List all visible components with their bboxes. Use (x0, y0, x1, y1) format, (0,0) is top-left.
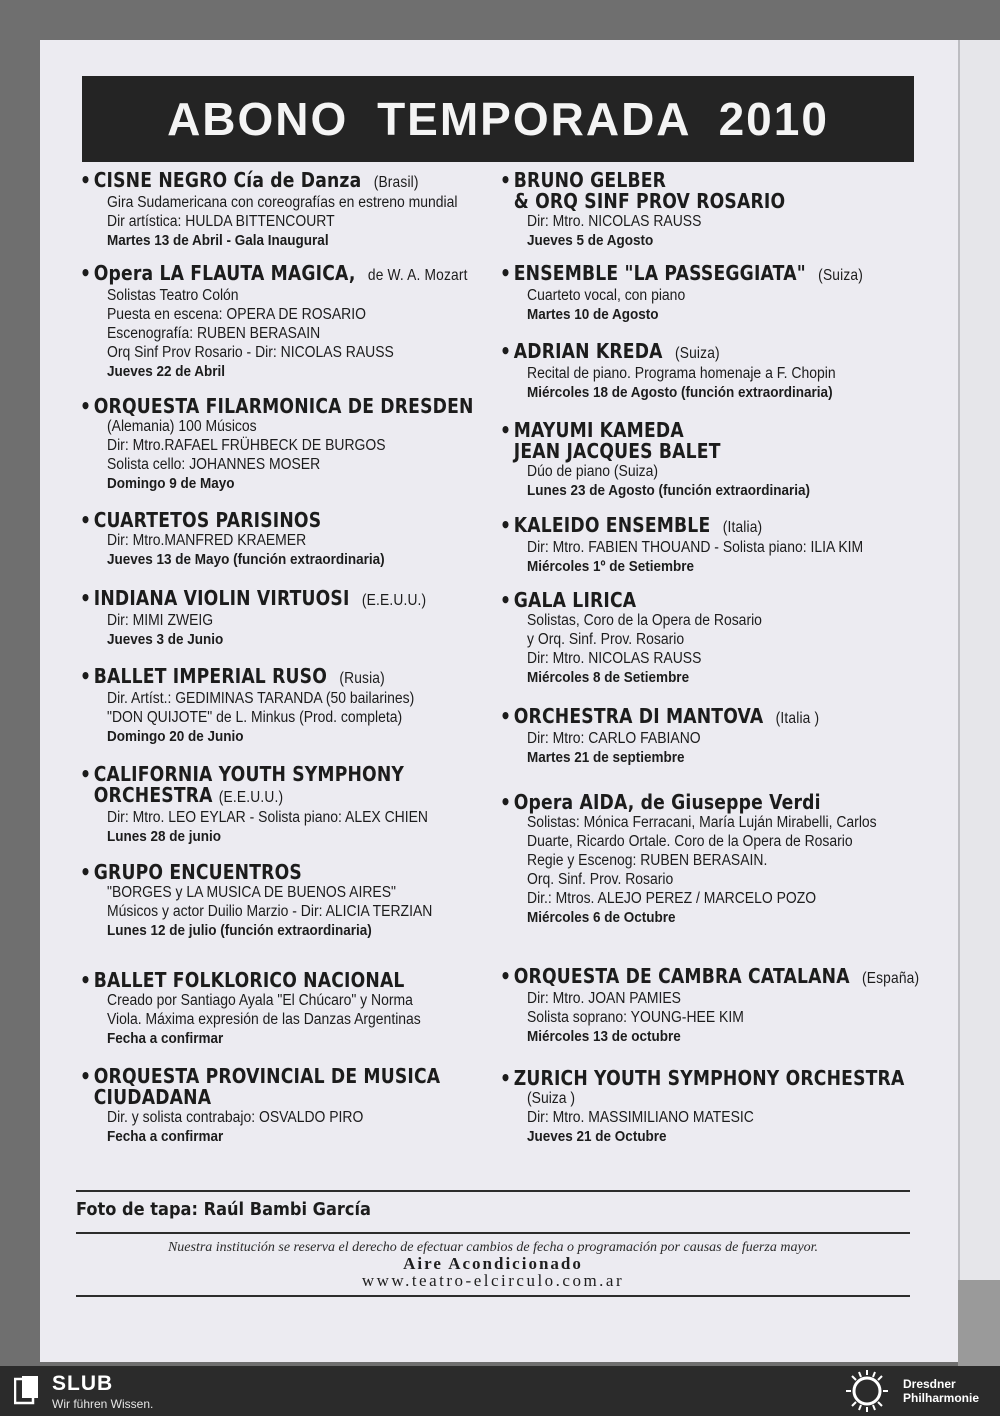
event-title-row-2 (80, 785, 438, 808)
event-detail-line: Cuarteto vocal, con piano (527, 287, 686, 304)
event-origin: (Suiza) (818, 267, 863, 284)
dresdner-philharmonie-logo-icon (840, 1368, 894, 1414)
event-title-row-2 (500, 191, 861, 212)
bullet-dot-icon: • (80, 261, 92, 285)
header-banner (82, 76, 914, 162)
event-detail-line: Dúo de piano (Suiza) (527, 463, 659, 480)
event-title: ORQUESTA FILARMONICA DE DRESDEN (93, 394, 474, 418)
event-details (80, 531, 454, 569)
event-detail-line: Escenografía: RUBEN BERASAIN (107, 325, 321, 342)
partner-name-line2: Philharmonie (903, 1391, 980, 1405)
bullet-dot-icon: • (500, 339, 512, 363)
event-title-row (500, 263, 861, 286)
bullet-dot-icon: • (80, 762, 92, 786)
event-detail-line: Solista cello: JOHANNES MOSER (107, 456, 321, 473)
bullet-dot-icon: • (80, 508, 92, 532)
event-date: Miércoles 1º de Setiembre (527, 558, 695, 575)
event-title-continued: & ORQ SINF PROV ROSARIO (513, 189, 786, 213)
event-title: ORQUESTA PROVINCIAL DE MUSICA (93, 1064, 441, 1088)
bullet-dot-icon: • (80, 860, 92, 884)
event-detail-line: Músicos y actor Duilio Marzio - Dir: ALICIA TERZIAN (107, 903, 433, 920)
event-detail-line: Duarte, Ricardo Ortale. Coro de la Opera de Rosario (527, 833, 853, 850)
event-detail-line: Dir. Artíst.: GEDIMINAS TARANDA (50 bailarines) (107, 690, 415, 707)
page-shadow (958, 1280, 1000, 1366)
event-detail-line: Solistas: Mónica Ferracani, María Luján Mirabelli, Carlos (527, 814, 877, 831)
event-origin: (Rusia) (339, 670, 385, 687)
event-date: Martes 13 de Abril - Gala Inaugural (107, 232, 329, 249)
footer-divider (76, 1190, 910, 1192)
event-item (80, 170, 496, 250)
event-details (500, 462, 878, 500)
event-title: Opera AIDA, de Giuseppe Verdi (513, 790, 821, 814)
event-title-row (500, 1066, 905, 1090)
website-url: www.teatro-elcirculo.com.ar (361, 1271, 625, 1290)
event-date: Martes 10 de Agosto (527, 306, 659, 323)
air-conditioning-note: Aire Acondicionado (403, 1254, 583, 1273)
event-date: Miércoles 6 de Octubre (527, 909, 676, 926)
bullet-dot-icon: • (80, 394, 92, 418)
event-date: Miércoles 13 de octubre (527, 1028, 681, 1045)
bullet-dot-icon: • (500, 168, 512, 192)
event-detail-line: Puesta en escena: OPERA DE ROSARIO (107, 306, 366, 323)
event-title: GRUPO ENCUENTROS (93, 860, 302, 884)
event-detail-line: (Alemania) 100 Músicos (107, 418, 257, 435)
partner-name-line1: Dresdner (903, 1377, 956, 1391)
event-details (500, 813, 878, 927)
disclaimer-text: Nuestra institución se reserva el derecho de efectuar cambios de fecha o programación por causas de fuerza mayor. (167, 1240, 819, 1255)
event-details (80, 611, 454, 649)
event-detail-line: Dir artística: HULDA BITTENCOURT (107, 213, 335, 230)
event-details (80, 286, 454, 381)
event-detail-line: Dir: Mtro. NICOLAS RAUSS (527, 213, 702, 230)
event-details (500, 989, 878, 1046)
bullet-dot-icon: • (500, 704, 512, 728)
event-detail-line: Regie y Escenog: RUBEN BERASAIN. (527, 852, 768, 869)
event-item (80, 263, 496, 381)
event-title: Opera LA FLAUTA MAGICA, (93, 261, 356, 285)
event-detail-line: Dir: Mtro. NICOLAS RAUSS (527, 650, 702, 667)
event-title: GALA LIRICA (513, 588, 637, 612)
slub-name: SLUB (52, 1372, 114, 1395)
event-date: Domingo 20 de Junio (107, 728, 244, 745)
event-title-row (80, 764, 438, 785)
event-details (500, 611, 878, 687)
event-title-row (80, 1064, 441, 1088)
event-detail-line: Dir: Mtro.MANFRED KRAEMER (107, 532, 307, 549)
event-title-row (500, 706, 861, 729)
event-detail-line: "BORGES y LA MUSICA DE BUENOS AIRES" (107, 884, 396, 901)
event-details (80, 689, 454, 746)
event-date: Jueves 21 de Octubre (527, 1128, 667, 1145)
event-title: BALLET IMPERIAL RUSO (93, 664, 328, 688)
event-title-row-2 (80, 1087, 438, 1108)
event-item (500, 792, 920, 927)
event-item (500, 515, 920, 576)
slub-tagline: Wir führen Wissen. (52, 1397, 154, 1411)
event-title-row-2 (500, 441, 861, 462)
event-date: Martes 21 de septiembre (527, 749, 685, 766)
event-details (80, 883, 454, 940)
event-detail-line: Dir. y solista contrabajo: OSVALDO PIRO (107, 1109, 364, 1126)
event-detail-line: Creado por Santiago Ayala "El Chúcaro" y Norma (107, 992, 413, 1009)
event-item (500, 170, 920, 250)
event-details (500, 729, 878, 767)
event-item (80, 510, 496, 569)
event-title-row (80, 862, 438, 883)
viewer-bottom-bar (0, 1366, 1000, 1416)
bullet-dot-icon: • (80, 168, 92, 192)
event-detail-line: Orq Sinf Prov Rosario - Dir: NICOLAS RAUSS (107, 344, 394, 361)
event-details (500, 538, 878, 576)
footer-divider (76, 1232, 910, 1234)
event-title-row (80, 170, 438, 193)
event-title: BRUNO GELBER (513, 168, 667, 192)
event-detail-line: y Orq. Sinf. Prov. Rosario (527, 631, 685, 648)
adjacent-page-edge (958, 40, 1000, 1366)
event-date: Miércoles 8 de Setiembre (527, 669, 690, 686)
event-detail-line: Dir: Mtro. MASSIMILIANO MATESIC (527, 1109, 754, 1126)
event-detail-line: (Suiza ) (527, 1090, 576, 1107)
event-origin: (E.E.U.U.) (361, 592, 427, 609)
event-detail-line: Dir: Mtro. JOAN PAMIES (527, 990, 681, 1007)
event-details (80, 1108, 454, 1146)
event-title: ENSEMBLE "LA PASSEGGIATA" (513, 261, 806, 285)
event-origin: (España) (862, 970, 920, 987)
event-details (80, 991, 454, 1048)
event-date: Fecha a confirmar (107, 1128, 224, 1145)
event-detail-line: Dir: Mtro.RAFAEL FRÜHBECK DE BURGOS (107, 437, 386, 454)
event-title-row (80, 394, 474, 418)
event-title-row (80, 970, 438, 991)
bullet-dot-icon: • (80, 664, 92, 688)
event-date: Jueves 3 de Junio (107, 631, 224, 648)
event-title-row (80, 510, 438, 531)
event-details (500, 286, 878, 324)
event-origin: (Suiza) (674, 345, 720, 362)
event-detail-line: Dir.: Mtros. ALEJO PEREZ / MARCELO POZO (527, 890, 817, 907)
event-detail-line: Dir: Mtro: CARLO FABIANO (527, 730, 701, 747)
bullet-dot-icon: • (80, 968, 92, 992)
event-detail-line: Dir: Mtro. FABIEN THOUAND - Solista piano: ILIA KIM (527, 539, 864, 556)
event-title-row (500, 515, 861, 538)
event-title: ORCHESTRA DI MANTOVA (513, 704, 764, 728)
event-title-row (500, 964, 920, 989)
bullet-dot-icon: • (500, 418, 512, 442)
bullet-dot-icon: • (500, 588, 512, 612)
event-item (80, 396, 496, 493)
event-title-continued: CIUDADANA (93, 1085, 212, 1109)
event-title-row (500, 170, 861, 191)
event-date: Lunes 12 de julio (función extraordinaria) (107, 922, 372, 939)
event-item (500, 420, 920, 500)
event-item (500, 966, 920, 1046)
event-title: CUARTETOS PARISINOS (93, 508, 322, 532)
event-item (500, 341, 920, 402)
event-details (500, 212, 878, 250)
event-item (80, 666, 496, 746)
event-date: Jueves 5 de Agosto (527, 232, 654, 249)
event-date: Miércoles 18 de Agosto (función extraordinaria) (527, 384, 833, 401)
event-item (500, 706, 920, 767)
event-date: Lunes 23 de Agosto (función extraordinaria) (527, 482, 811, 499)
event-title: ZURICH YOUTH SYMPHONY ORCHESTRA (513, 1066, 905, 1090)
bullet-dot-icon: • (500, 790, 512, 814)
event-title-row (80, 666, 438, 689)
event-details (80, 808, 454, 846)
event-title-row (500, 420, 861, 441)
event-item (500, 590, 920, 687)
event-date: Domingo 9 de Mayo (107, 475, 235, 492)
event-item (80, 1066, 496, 1146)
event-title: ADRIAN KREDA (513, 339, 663, 363)
bullet-dot-icon: • (500, 964, 512, 988)
event-origin: (Brasil) (373, 174, 419, 191)
event-title-row (500, 590, 861, 611)
event-detail-line: Recital de piano. Programa homenaje a F. Chopin (527, 365, 836, 382)
event-title-row (500, 341, 861, 364)
event-detail-line: "DON QUIJOTE" de L. Minkus (Prod. completa) (107, 709, 403, 726)
event-details (80, 193, 458, 250)
event-item (500, 1068, 920, 1146)
event-detail-line: Solistas, Coro de la Opera de Rosario (527, 612, 762, 629)
page-title: ABONO TEMPORADA 2010 (167, 93, 829, 145)
photo-credit: Foto de tapa: Raúl Bambi García (76, 1199, 371, 1220)
event-origin: (Italia) (722, 519, 763, 536)
event-title-row (500, 792, 861, 813)
event-title: BALLET FOLKLORICO NACIONAL (93, 968, 405, 992)
event-title-continued: JEAN JACQUES BALET (513, 439, 721, 463)
event-detail-line: Dir: MIMI ZWEIG (107, 612, 214, 629)
event-date: Jueves 13 de Mayo (función extraordinaria) (107, 551, 385, 568)
event-detail-line: Gira Sudamericana con coreografías en estreno mundial (107, 194, 458, 211)
event-title: ORQUESTA DE CAMBRA CATALANA (513, 964, 850, 988)
event-origin: de W. A. Mozart (367, 267, 468, 284)
event-title-row (80, 588, 438, 611)
bullet-dot-icon: • (500, 1066, 512, 1090)
event-title: KALEIDO ENSEMBLE (513, 513, 711, 537)
event-title: CISNE NEGRO Cía de Danza (93, 168, 362, 192)
event-item (80, 970, 496, 1048)
event-date: Jueves 22 de Abril (107, 363, 226, 380)
event-title-row (80, 261, 468, 286)
event-date: Fecha a confirmar (107, 1030, 224, 1047)
event-title: INDIANA VIOLIN VIRTUOSI (93, 586, 350, 610)
footer-divider (76, 1295, 910, 1297)
event-title: CALIFORNIA YOUTH SYMPHONY (93, 762, 405, 786)
event-title-continued: ORCHESTRA (93, 783, 213, 807)
event-details (500, 364, 878, 402)
event-detail-line: Orq. Sinf. Prov. Rosario (527, 871, 674, 888)
event-detail-line: Solista soprano: YOUNG-HEE KIM (527, 1009, 744, 1026)
bullet-dot-icon: • (500, 513, 512, 537)
event-detail-line: Viola. Máxima expresión de las Danzas Argentinas (107, 1011, 421, 1028)
event-detail-line: Solistas Teatro Colón (107, 287, 239, 304)
event-details (500, 1089, 878, 1146)
event-date: Lunes 28 de junio (107, 828, 222, 845)
bullet-dot-icon: • (80, 586, 92, 610)
event-item (500, 263, 920, 324)
event-item (80, 764, 496, 846)
bullet-dot-icon: • (80, 1064, 92, 1088)
event-origin: (E.E.U.U.) (218, 789, 284, 806)
bullet-dot-icon: • (500, 261, 512, 285)
event-detail-line: Dir: Mtro. LEO EYLAR - Solista piano: ALEX CHIEN (107, 809, 428, 826)
slub-logo-icon (14, 1376, 40, 1406)
event-details (80, 417, 454, 493)
event-origin: (Italia ) (775, 710, 820, 727)
event-title: MAYUMI KAMEDA (513, 418, 684, 442)
event-item (80, 588, 496, 649)
event-item (80, 862, 496, 940)
